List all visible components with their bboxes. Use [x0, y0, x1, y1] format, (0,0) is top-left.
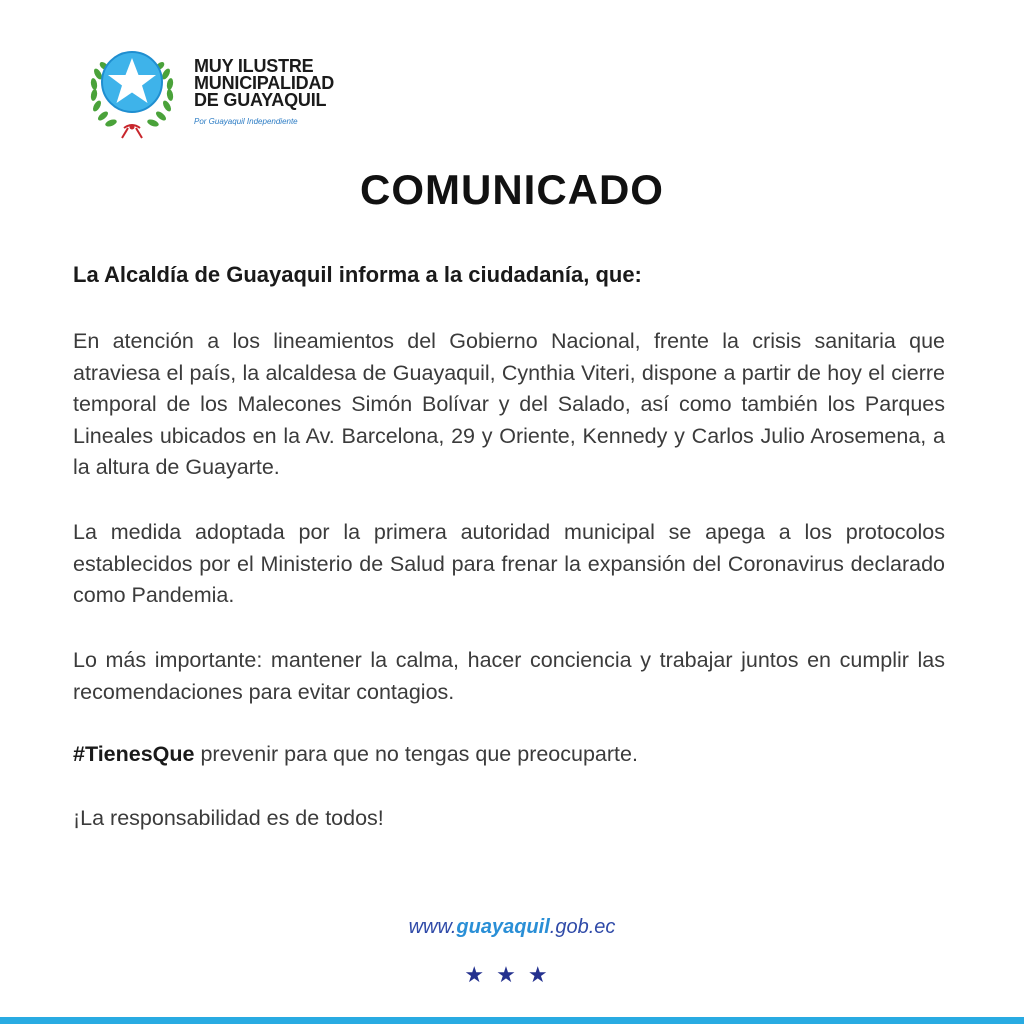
- bottom-accent-bar: [0, 1017, 1024, 1024]
- intro-heading: La Alcaldía de Guayaquil informa a la ciudadanía, que:: [73, 262, 642, 287]
- org-name: [194, 58, 334, 109]
- paragraph-recommendations: Lo más importante: mantener la calma, hacer conciencia y trabajar juntos en cumplir las recomendaciones para evitar contagios.: [73, 648, 945, 704]
- star-laurel-emblem-icon: [84, 44, 180, 140]
- paragraph-hashtag: [73, 739, 945, 771]
- site-brand: guayaquil: [456, 916, 550, 938]
- hashtag-sentence: prevenir para que no tengas que preocuparte.: [194, 742, 638, 766]
- stars-decoration-icon: ★★★: [464, 962, 560, 987]
- website-link[interactable]: [0, 916, 1024, 939]
- org-name-line-3: DE GUAYAQUIL: [194, 90, 327, 110]
- org-name-line-2: MUNICIPALIDAD: [194, 73, 335, 93]
- site-prefix: www.: [408, 916, 457, 938]
- paragraph-protocols: La medida adoptada por la primera autoridad municipal se apega a los protocolos establecidos por el Ministerio de Salud para frenar la expansión del Coronavirus declarado como Pandemia.: [73, 520, 945, 607]
- paragraph-closure-notice: En atención a los lineamientos del Gobierno Nacional, frente la crisis sanitaria que atraviesa el país, la alcaldesa de Guayaquil, Cynthia Viteri, dispone a partir de hoy el cierre temporal de los Malecones Simón Bolívar y del Salado, así como también los Parques Lineales ubicados en la Av. Barcelona, 29 y Oriente, Kennedy y Carlos Julio Arosemena, a la altura de Guayarte.: [73, 329, 945, 479]
- org-tagline: Por Guayaquil Independiente: [194, 117, 298, 126]
- org-name-line-1: MUY ILUSTRE: [194, 56, 314, 76]
- site-suffix: .gob.ec: [549, 916, 616, 938]
- paragraph-closing: ¡La responsabilidad es de todos!: [73, 806, 384, 830]
- municipality-logo: [84, 44, 374, 144]
- page-title: COMUNICADO: [360, 166, 664, 213]
- hashtag: #TienesQue: [73, 742, 195, 766]
